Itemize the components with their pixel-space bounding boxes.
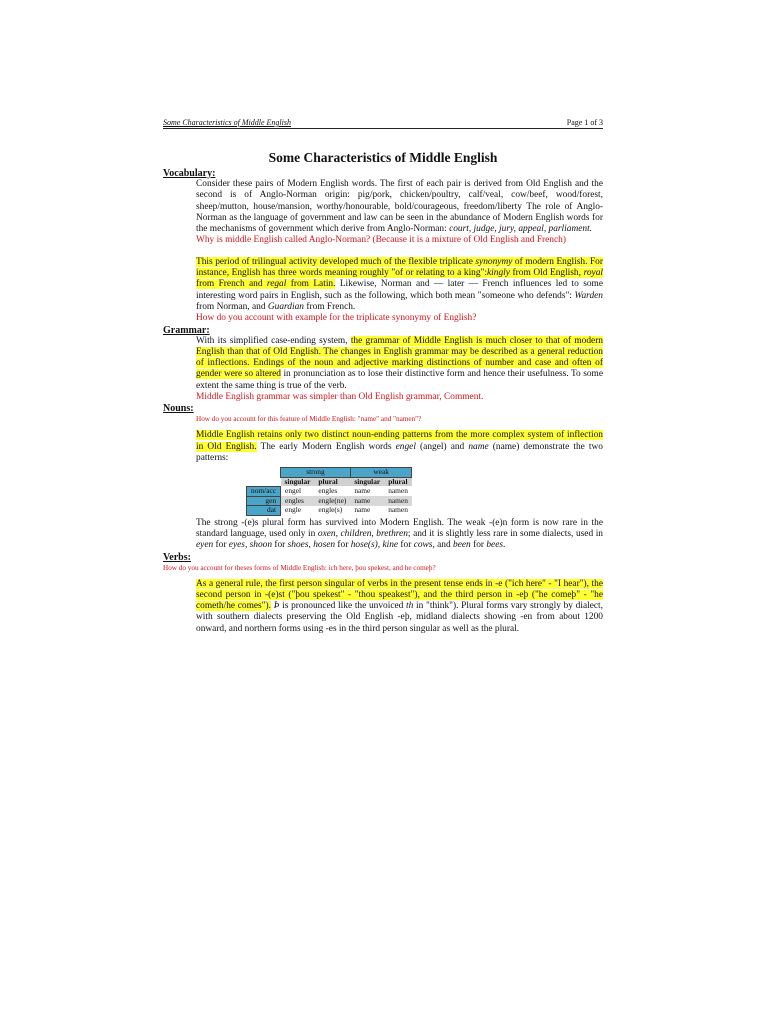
document-page: [163, 118, 603, 635]
table-subheader: singular: [284, 476, 311, 486]
table-row: nom/acc engel engles name namen: [247, 486, 412, 496]
verbs-question: How do you account for theses forms of Middle English: ich here, þou spekest, and he comeþ?: [163, 563, 436, 572]
verbs-heading: Verbs:: [163, 551, 191, 563]
table-row: gen engles engle(ne) name namen: [247, 496, 412, 506]
vocabulary-paragraph-1: Consider these pairs of Modern English words. The first of each pair is derived from Old English and the second is of Anglo-Norman origin: pig/pork, chicken/poultry, calf/veal, cow/beef, wood/forest, sheep/mutton, house/mansion, worthy/honourable, bold/courageous, freedom/liberty The role of Anglo-Norman as the language of government and law can be seen in the abundance of Modern English words for the mechanisms of government which derive from Anglo-Norman: court, judge, jury, appeal, parliament.: [196, 179, 603, 235]
table-row: dat engle engle(s) name namen: [247, 506, 412, 516]
nouns-paragraph: Middle English retains only two distinct noun-ending patterns from the more complex system of inflection in Old English. The early Modern English words engel (angel) and name (name) demonstrate the two patterns:: [196, 430, 603, 463]
verbs-paragraph: As a general rule, the first person singular of verbs in the present tense ends in -e ("ich here" - "I hear"), the second person in -(e)st ("þou spekest" - "thou speakest"), and the third person in -eþ ("he comeþ" - "he cometh/he comes"). Þ is pronounced like the unvoiced th in "think"). Plural forms vary strongly by dialect, with southern dialects preserving the Old English -eþ, midland dialects showing -en from about 1200 onward, and northern forms using -es in the third person singular as well as the plural.: [196, 578, 604, 634]
grammar-paragraph: With its simplified case-ending system, the grammar of Middle English is much closer to that of modern English than that of Old English. The changes in English grammar may be described as a general reduction of inflections. Endings of the noun and adjective marking distinctions of number and case and often of gender were so altered in pronunciation as to lose their distinctive form and hence their usefulness. To some extent the same thing is true of the verb.: [196, 335, 603, 391]
vocabulary-question-2: How do you account with example for the triplicate synonymy of English?: [196, 313, 477, 324]
highlight: Middle English retains only two distinct noun-ending patterns from the more complex system of inflection in Old English.: [196, 430, 603, 452]
page-number: Page 1 of 3: [566, 118, 603, 127]
highlight: As a general rule, the first person singular of verbs in the present tense ends in -e ("ich here" - "I hear"), the second person in -(e)st ("þou spekest" - "thou speakest"), and the third person in -eþ ("he comeþ" - "he cometh/he comes").: [196, 578, 603, 612]
table-group-header: weak: [350, 468, 412, 478]
grammar-question: Middle English grammar was simpler than Old English grammar, Comment.: [196, 392, 484, 403]
table-subheader: singular: [354, 476, 381, 486]
vocabulary-paragraph-2: This period of trilingual activity developed much of the flexible triplicate synonymy of modern English. For instance, English has three words meaning roughly "of or relating to a king":kingly from Old English, royal from French and regal from Latin. Likewise, Norman and — later — French influences led to some interesting word pairs in English, such as the following, which both mean "someone who defends": Warden from Norman, and Guardian from French.: [196, 256, 604, 312]
table-group-header: strong: [281, 468, 351, 478]
header-title: Some Characteristics of Middle English: [163, 118, 291, 127]
table-subheader: plural: [388, 476, 408, 486]
table-subheader: plural: [318, 476, 338, 486]
highlight: This period of trilingual activity developed much of the flexible triplicate synonymy of modern English. For instance, English has three words meaning roughly "of or relating to a king":kingly from Old English, royal from French and regal from Latin.: [196, 256, 604, 290]
highlight: the grammar of Middle English is much closer to that of modern English than that of Old English. The changes in English grammar may be described as a general reduction of inflections. Endings of the noun and adjective marking distinctions of number and case and often of gender were so altered: [196, 335, 603, 380]
nouns-heading: Nouns:: [163, 403, 194, 415]
page-header: [163, 118, 603, 129]
page-title: Some Characteristics of Middle English: [268, 150, 498, 165]
nouns-after-table: The strong -(e)s plural form has survived into Modern English. The weak -(e)n form is now rare in the standard language, used only in oxen, children, brethren; and it is slightly less rare in some dialects, used in eyen for eyes, shoon for shoes, hosen for hose(s), kine for cows, and been for bees.: [196, 517, 603, 551]
noun-inflection-table: [246, 467, 412, 515]
grammar-heading: Grammar:: [163, 324, 210, 336]
vocabulary-question-1: Why is middle English called Anglo-Norman? (Because it is a mixture of Old English and French): [196, 235, 566, 246]
nouns-question: How do you account for this feature of Middle English: "name" and "namen"?: [196, 415, 422, 424]
vocabulary-heading: Vocabulary:: [163, 168, 216, 179]
